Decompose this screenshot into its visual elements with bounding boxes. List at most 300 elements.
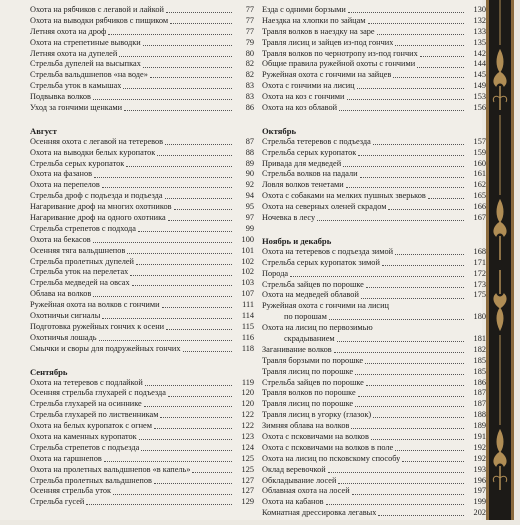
toc-entry [262,323,486,334]
toc-entry-title: Наездка на хлопки по зайцам [262,15,366,25]
toc-entry-page: 167 [473,213,486,223]
toc-entry-title: Стрельба зайцев по порошке [262,377,364,387]
dot-leader [360,177,464,178]
toc-entry-page: 83 [245,92,254,102]
section-september [30,367,254,509]
toc-entry-page: 133 [473,26,486,36]
toc-entry-page: 77 [245,4,254,14]
toc-entry-title: Охота на тетеревов с подлайкой [30,377,143,387]
toc-entry-title: Охота на выводки рябчиков с пищиком [30,15,169,25]
toc-entry-page: 142 [473,48,486,58]
toc-entry-page: 188 [473,410,486,420]
dot-leader [395,450,464,451]
toc-entry-page: 180 [473,312,486,322]
toc-entry-page: 77 [245,26,254,36]
toc-entry-page: 94 [245,191,254,201]
toc-entry-page: 87 [245,136,254,146]
toc-entry [262,258,486,269]
toc-entry [30,344,254,355]
toc-entry [30,92,254,103]
toc-entry [262,269,486,280]
toc-entry [30,311,254,322]
dot-leader [94,177,232,178]
toc-entry-page: 90 [245,169,254,179]
toc-entry-page: 100 [241,234,254,244]
dot-leader [326,504,464,505]
dot-leader [93,296,232,297]
dot-leader [361,298,464,299]
toc-entry-title: Травля борзыми по порошке [262,355,364,365]
fleur-ornament-icon [494,200,506,260]
toc-entry-page: 172 [473,268,486,278]
toc-entry-title: Уход за гончими щенками [30,103,123,112]
dot-leader [366,385,464,386]
toc-entry-title: Нагаривание дроф на многих охотников [30,202,172,212]
dot-leader [145,385,232,386]
toc-entry-title: Ружейная охота с гончими на зайцев [262,70,392,80]
toc-entry-page: 125 [241,464,254,474]
dot-leader [138,231,232,232]
dot-leader [86,504,232,505]
toc-entry-title: Охота на белых куропаток с огнем [30,421,152,431]
toc-entry-title: Смычки и своры для подружейных гончих [30,343,181,353]
dot-leader [351,428,464,429]
toc-entry-page: 116 [241,332,254,342]
toc-entry-title: Стрельба волков на падали [262,169,358,179]
dot-leader [352,494,464,495]
toc-entry [30,268,254,279]
toc-entry-title: Летняя охота на дупелей [30,48,118,58]
toc-entry [30,180,254,191]
toc-entry [262,356,486,367]
dot-leader [154,428,232,429]
toc-entry [262,137,486,148]
dot-leader [368,23,464,24]
toc-entry-page: 97 [245,213,254,223]
dot-leader [126,166,232,167]
toc-entry-title: скрадыванием [284,333,335,343]
toc-entry-page: 157 [473,136,486,146]
toc-entry-title: Стрельба пролетных вальдшнепов [30,475,152,485]
toc-entry-page: 99 [245,223,254,233]
toc-entry-title: Охота на бекасов [30,234,91,244]
toc-entry-title: Травля волков по порошке [262,388,356,398]
toc-entry-page: 165 [473,191,486,201]
toc-entry-title: Травля волков в наездку на заре [262,26,375,36]
toc-entry [30,103,254,114]
toc-entry [30,388,254,399]
dot-leader [102,318,232,319]
toc-entry-title: Осенняя охота с легавой на тетеревов [30,136,164,146]
toc-entry-title: Комнатная дрессировка легавых [262,508,377,518]
dot-leader [358,155,464,156]
toc-entry-title: Подвывка волков [30,92,91,102]
toc-entry-title: Привада для медведей [262,158,342,168]
right-top-entries [262,5,486,114]
dot-leader [102,187,232,188]
dot-leader [339,110,464,111]
toc-entry-title: Стрельба глухарей по лиственникам [30,410,159,420]
toc-entry [262,92,486,103]
toc-entry-title: Стрельба тетеревов с подъезда [262,136,371,146]
toc-entry-title: Охота с собаками на мелких пушных зверьков [262,191,426,201]
toc-entry-title: Стрельба зайцев по порошке [262,279,364,289]
toc-entry [262,148,486,159]
toc-entry-title: Облавная охота на лосей [262,486,350,496]
toc-entry-page: 95 [245,202,254,212]
toc-entry-page: 89 [245,158,254,168]
dot-leader [168,396,232,397]
toc-entry [262,159,486,170]
dot-leader [93,99,232,100]
toc-entry [30,159,254,170]
toc-entry [30,410,254,421]
toc-entry-page: 125 [241,453,254,463]
toc-entry-title: Охота на тетеревов с подъезда зимой [262,246,394,256]
dot-leader [402,461,464,462]
dot-leader [428,198,464,199]
toc-entry [262,476,486,487]
dot-leader [168,220,232,221]
toc-entry [262,202,486,213]
dot-leader [174,209,232,210]
toc-entry-page: 182 [473,344,486,354]
dot-leader [365,363,464,364]
toc-entry [30,378,254,389]
toc-entry-page: 181 [473,333,486,343]
dot-leader [329,319,464,320]
toc-entry-title: Ловля волков тенетами [262,180,344,190]
fleur-ornament-icon [493,50,506,110]
toc-entry-title: Ружейная охота с гончими на лисиц [262,301,389,311]
toc-entry-page: 199 [473,497,486,507]
toc-entry-page: 185 [473,355,486,365]
toc-entry-page: 130 [473,4,486,14]
toc-entry-page: 120 [241,399,254,409]
toc-entry-title: Охотничья лошадь [30,332,97,342]
toc-entry-page: 162 [473,180,486,190]
toc-entry-page: 129 [241,497,254,507]
section-october [262,126,486,224]
toc-entry-title: Общие правила ружейной охоты с гончими [262,59,416,69]
toc-entry-page: 82 [245,70,254,80]
toc-entry [30,38,254,49]
dot-leader [160,417,232,418]
dot-leader [382,265,464,266]
toc-entry [262,301,486,312]
toc-entry-title: Подготовка ружейных гончих к осени [30,321,165,331]
toc-entry-page: 197 [473,486,486,496]
toc-entry [262,378,486,389]
dot-leader [170,23,232,24]
toc-entry [262,81,486,92]
dot-leader [358,396,464,397]
toc-entry-title: Облава на волков [30,289,92,299]
toc-entry [262,16,486,27]
toc-entry-title: Стрельба гусей [30,497,85,507]
toc-entry-page: 80 [245,48,254,58]
toc-entry-title: Охота с псковичами на волков [262,431,369,441]
section-title-september: Сентябрь [30,366,68,377]
toc-entry-title: Охота на перепелов [30,180,100,190]
toc-entry-page: 187 [473,399,486,409]
dot-leader [123,88,232,89]
dot-leader [183,351,232,352]
toc-entry-title: Охота на пролетных вальдшнепов «в капель» [30,464,191,474]
toc-entry-title: Стрельба пролетных дупелей [30,256,134,266]
dot-leader [347,99,465,100]
toc-entry-page: 115 [241,321,254,331]
dot-leader [113,494,232,495]
dot-leader [136,264,232,265]
dot-leader [165,144,232,145]
dot-leader [119,56,232,57]
toc-entry [262,367,486,378]
toc-entry-page: 77 [245,15,254,25]
toc-entry-title: Охота на гаршнепов [30,453,102,463]
dot-leader [104,461,232,462]
toc-entry [30,235,254,246]
toc-entry [30,289,254,300]
toc-entry-page: 187 [473,388,486,398]
toc-entry [262,27,486,38]
toc-entry-page: 124 [241,442,254,452]
toc-entry-title: Охотничьи сигналы [30,311,101,321]
toc-entry [30,59,254,70]
toc-entry-page: 153 [473,92,486,102]
toc-entry-title: Стрельба стрепетов с подхода [30,223,136,233]
toc-entry [30,70,254,81]
section-nov-dec [262,236,486,519]
toc-entry-title: Охота на фазанов [30,169,93,179]
toc-entry [262,312,486,323]
toc-entry [262,465,486,476]
toc-entry [262,497,486,508]
toc-entry-title: Охота с псковичами на волков в поле [262,442,394,452]
toc-entry-page: 123 [241,431,254,441]
section-title-nov-dec: Ноябрь и декабрь [262,235,332,246]
toc-entry-title: Стрельба медведей на овсах [30,278,130,288]
dot-leader [338,483,464,484]
toc-entry-title: Стрельба дупелей на высыпках [30,59,141,69]
toc-entry-title: Стрельба уток в камышах [30,81,122,91]
toc-entry [30,322,254,333]
fleur-ornament-icon [493,430,506,490]
toc-entry-page: 193 [473,464,486,474]
toc-entry [30,213,254,224]
dot-leader [346,187,464,188]
dot-leader [99,340,232,341]
toc-entry-page: 127 [241,486,254,496]
toc-entry-title: Охота на северных оленей скрадом [262,202,387,212]
toc-entry-title: Охота на лисиц по псковскому способу [262,453,401,463]
toc-entry-page: 101 [241,245,254,255]
dot-leader [334,352,464,353]
toc-entry [262,70,486,81]
toc-entry-page: 159 [473,147,486,157]
dot-leader [141,450,232,451]
toc-entry [30,148,254,159]
toc-entry-title: Оклад веревочкой [262,464,326,474]
dot-leader [337,341,464,342]
toc-entry-page: 114 [241,311,254,321]
toc-entry-page: 196 [473,475,486,485]
toc-entry-page: 160 [473,158,486,168]
toc-entry-page: 111 [242,300,254,310]
toc-entry-title: Охота на стрепетиные выводки [30,37,141,47]
toc-entry [30,5,254,16]
toc-entry [262,59,486,70]
toc-entry-page: 103 [241,278,254,288]
toc-entry [262,334,486,345]
toc-entry-title: Стрельба уток на перелетах [30,267,129,277]
toc-entry-title: Охота на выводки белых куропаток [30,147,156,157]
toc-entry [30,486,254,497]
dot-leader [377,34,464,35]
dot-leader [127,253,232,254]
toc-entry [30,191,254,202]
toc-entry-page: 92 [245,180,254,190]
toc-entry [262,247,486,258]
toc-entry-title: Осенняя тяга вальдшнепов [30,245,126,255]
toc-entry-title: Нагаривание дроф на одного охотника [30,213,166,223]
toc-entry [30,27,254,38]
dot-leader [192,472,232,473]
toc-entry [30,399,254,410]
toc-entry-title: Осенняя стрельба глухарей с подъезда [30,388,166,398]
toc-entry [262,169,486,180]
toc-entry [30,432,254,443]
toc-entry-title: Стрельба глухарей на осиннике [30,399,142,409]
dot-leader [154,483,232,484]
dot-leader [317,220,464,221]
toc-entry-page: 120 [241,388,254,398]
toc-entry-page: 149 [473,81,486,91]
toc-entry-title: Травля лисиц в угорку (глазок) [262,410,372,420]
toc-entry-title: Охота с гончими на лисиц [262,81,355,91]
toc-entry-title: Стрельба серых куропаток [30,158,125,168]
toc-entry-page: 189 [473,421,486,431]
toc-entry-title: Ружейная охота на волков с гончими [30,300,160,310]
toc-entry-title: Охота на рябчиков с легавой и лайкой [30,4,164,14]
toc-entry-title: Травля лисиц по порошке [262,366,354,376]
dot-leader [150,77,232,78]
left-top-entries [30,5,254,114]
toc-entry-title: Ночевка в лесу [262,213,316,223]
toc-entry [262,38,486,49]
toc-entry [262,103,486,114]
toc-entry [262,443,486,454]
dot-leader [139,439,232,440]
toc-entry-page: 88 [245,147,254,157]
dot-leader [343,166,464,167]
toc-entry-title: Охота на коз облавой [262,103,338,112]
dot-leader [93,242,232,243]
toc-entry [30,257,254,268]
toc-entry-page: 118 [241,343,254,353]
dot-leader [395,254,464,255]
toc-entry-page: 168 [473,246,486,256]
toc-entry [262,345,486,356]
toc-entry-page: 122 [241,410,254,420]
toc-entry [30,246,254,257]
toc-entry-page: 79 [245,37,254,47]
toc-entry [30,421,254,432]
toc-entry-page: 144 [473,59,486,69]
dot-leader [162,307,232,308]
toc-entry-title: Порода [262,268,289,278]
dot-leader [328,472,464,473]
toc-entry [262,486,486,497]
dot-leader [132,285,232,286]
dot-leader [420,56,464,57]
dot-leader [165,198,232,199]
toc-entry-page: 145 [473,70,486,80]
toc-entry-title: Летняя охота на дроф [30,26,107,36]
toc-entry [262,280,486,291]
toc-entry-title: по порошам [284,312,327,322]
toc-entry [262,454,486,465]
section-title-august: Август [30,125,57,136]
toc-entry-page: 192 [473,442,486,452]
toc-entry-title: Осенняя стрельба уток [30,486,112,496]
toc-entry [30,278,254,289]
dot-leader [371,439,464,440]
toc-entry-page: 191 [473,431,486,441]
toc-entry [262,421,486,432]
toc-entry [30,202,254,213]
toc-entry-page: 175 [473,290,486,300]
ornament-svg [489,0,511,520]
toc-entry [30,476,254,487]
toc-entry-page: 132 [473,15,486,25]
toc-entry-page: 171 [473,257,486,267]
toc-entry [30,81,254,92]
dot-leader [378,515,464,516]
dot-leader [366,287,464,288]
toc-entry [30,137,254,148]
toc-entry [30,300,254,311]
toc-entry-page: 173 [473,279,486,289]
toc-entry [30,169,254,180]
toc-entry-title: Охота на каменных куропаток [30,431,137,441]
dot-leader [290,276,464,277]
toc-entry-title: Стрельба вальдшнепов «на воде» [30,70,148,80]
dot-leader [130,275,232,276]
left-column [30,5,254,508]
dot-leader [143,67,232,68]
toc-entry [262,388,486,399]
toc-entry-page: 192 [473,453,486,463]
toc-entry-page: 83 [245,81,254,91]
toc-entry-title: Стрельба серых куропаток зимой [262,257,380,267]
dot-leader [393,77,464,78]
toc-entry [30,224,254,235]
toc-entry-page: 166 [473,202,486,212]
toc-entry [262,410,486,421]
toc-entry-title: Стрельба серых куропаток [262,147,357,157]
toc-entry [262,508,486,519]
dot-leader [373,144,464,145]
toc-entry [262,191,486,202]
dot-leader [355,406,464,407]
dot-leader [166,12,232,13]
dot-leader [388,209,464,210]
dot-leader [166,329,232,330]
toc-entry-page: 185 [473,366,486,376]
toc-entry-title: Езда с одними борзыми [262,4,346,14]
toc-entry-page: 135 [473,37,486,47]
